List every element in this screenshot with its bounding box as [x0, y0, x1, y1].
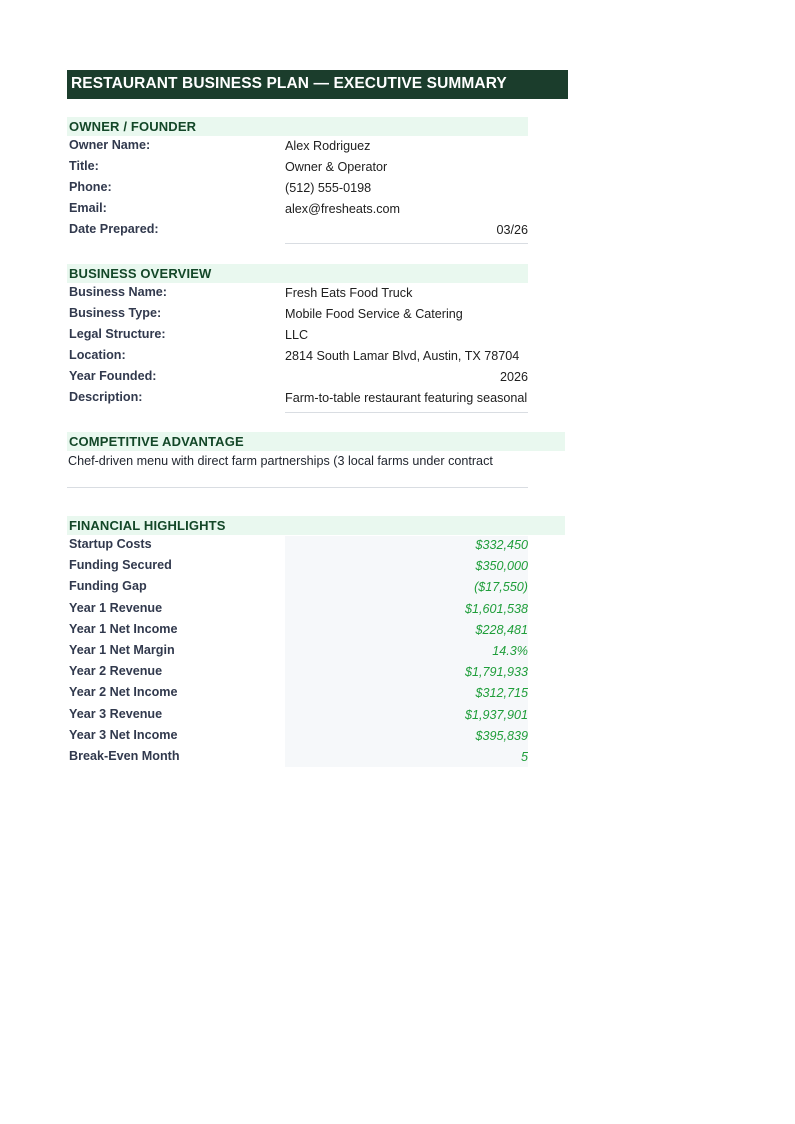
table-row [67, 199, 528, 220]
row-value: LLC [285, 328, 309, 342]
row-value: Owner & Operator [285, 160, 388, 174]
row-value: Mobile Food Service & Catering [285, 307, 463, 321]
row-value: 2026 [499, 370, 528, 384]
row-label: Year 1 Revenue [69, 600, 163, 615]
row-label: Location: [69, 348, 126, 362]
section-divider [285, 412, 528, 413]
table-row [67, 620, 528, 641]
section-financial-highlights [67, 516, 565, 768]
row-label: Business Type: [69, 306, 162, 320]
section-owner-founder [67, 117, 528, 241]
row-value: $332,450 [475, 538, 528, 552]
section-title-owner-founder: OWNER / FOUNDER [69, 119, 197, 134]
row-label: Year 3 Net Income [69, 727, 178, 742]
section-business-overview [67, 264, 528, 409]
section-header-financial-highlights [67, 516, 565, 535]
row-label: Year Founded: [69, 369, 157, 383]
row-value: 5 [520, 749, 528, 764]
row-value: $312,715 [475, 686, 528, 701]
row-label: Phone: [69, 180, 112, 194]
section-header-competitive-advantage [67, 432, 565, 451]
section-title-business-overview: BUSINESS OVERVIEW [69, 266, 212, 281]
row-label: Owner Name: [69, 138, 151, 152]
table-row [67, 388, 528, 409]
table-row [67, 304, 528, 325]
section-header-business-overview [67, 264, 528, 283]
table-row [67, 662, 528, 683]
table-row [67, 220, 528, 241]
table-row [67, 577, 528, 598]
table-row [67, 705, 528, 726]
row-label: Date Prepared: [69, 222, 159, 236]
section-header-owner-founder [67, 117, 528, 136]
table-row [67, 178, 528, 199]
row-label: Email: [69, 201, 107, 215]
table-row [67, 157, 528, 178]
row-label: Break-Even Month [69, 748, 180, 763]
table-row [67, 367, 528, 388]
row-value: Alex Rodriguez [285, 139, 371, 153]
row-value: alex@fresheats.com [285, 202, 400, 216]
row-label: Year 1 Net Margin [69, 642, 175, 657]
table-row [67, 641, 528, 662]
section-competitive-advantage [67, 432, 567, 473]
row-label: Year 2 Revenue [69, 664, 163, 679]
row-label: Year 3 Revenue [69, 706, 163, 721]
competitive-advantage-body [67, 451, 567, 473]
row-label: Startup Costs [69, 537, 152, 551]
section-title-financial-highlights: FINANCIAL HIGHLIGHTS [69, 518, 226, 533]
table-row [67, 325, 528, 346]
table-row [67, 683, 528, 704]
row-value: Fresh Eats Food Truck [285, 286, 413, 300]
row-label: Funding Secured [69, 558, 172, 573]
row-value: Farm-to-table restaurant featuring seasonal [285, 391, 528, 405]
row-label: Description: [69, 390, 143, 404]
row-value: (512) 555-0198 [285, 181, 372, 195]
row-value: 14.3% [492, 643, 528, 658]
row-value: $395,839 [475, 728, 528, 743]
row-label: Year 1 Net Income [69, 621, 178, 636]
row-label: Business Name: [69, 285, 167, 299]
document-title-banner [67, 70, 568, 99]
page-title: RESTAURANT BUSINESS PLAN — EXECUTIVE SUMMARY [71, 75, 507, 92]
row-value: $1,601,538 [464, 601, 528, 616]
table-row [67, 283, 528, 304]
row-label: Funding Gap [69, 579, 147, 594]
row-value: $1,791,933 [464, 665, 528, 680]
section-title-competitive-advantage: COMPETITIVE ADVANTAGE [69, 434, 244, 449]
section-divider [67, 487, 528, 488]
row-value: $350,000 [475, 559, 528, 574]
row-value: $1,937,901 [464, 707, 528, 722]
table-row [67, 599, 528, 620]
table-row [67, 747, 528, 768]
table-row [67, 556, 528, 577]
table-row [67, 726, 528, 747]
section-divider [285, 243, 528, 244]
table-row [67, 136, 528, 157]
row-label: Legal Structure: [69, 327, 166, 341]
row-value: 2814 South Lamar Blvd, Austin, TX 78704 [285, 349, 520, 363]
table-row [67, 535, 528, 556]
row-label: Year 2 Net Income [69, 685, 178, 700]
row-value: 03/26 [496, 223, 528, 237]
row-value: ($17,550) [474, 580, 528, 595]
table-row [67, 346, 528, 367]
competitive-advantage-text: Chef-driven menu with direct farm partnerships (3 local farms under contract [68, 454, 493, 468]
row-label: Title: [69, 159, 99, 173]
row-value: $228,481 [475, 622, 528, 637]
